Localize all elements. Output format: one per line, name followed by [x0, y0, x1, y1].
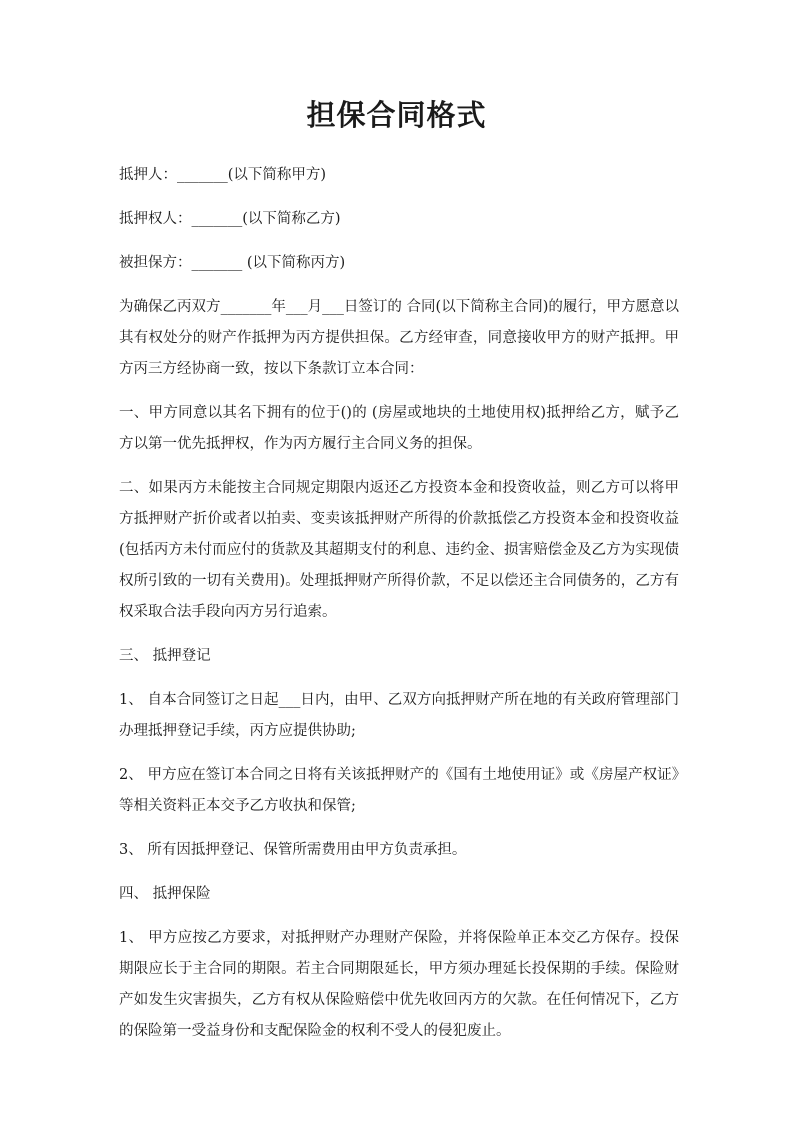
section-heading-registration: 三、 抵押登记: [119, 648, 211, 664]
pledgee-line: 抵押权人：_______(以下简称乙方): [119, 211, 341, 227]
clause-1: 一、甲方同意以其名下拥有的位于()的 (房屋或地块的土地使用权)抵押给乙方，赋予乙方以第一优先抵押权，作为丙方履行主合同义务的担保。: [119, 405, 679, 452]
clause-2: 二、如果丙方未能按主合同规定期限内返还乙方投资本金和投资收益，则乙方可以将甲方抵押财产折价或者以拍卖、变卖该抵押财产所得的价款抵偿乙方投资本金和投资收益(包括丙方未付而应付的货款及其超期支付的利息、违约金、损害赔偿金及乙方为实现债权所引致的一切有关费用)。处理抵押财产所得价款，不足以偿还主合同债务的，乙方有权采取合法手段向丙方另行追索。: [119, 480, 679, 620]
document-title: 担保合同格式: [306, 98, 487, 132]
pledgor-line: 抵押人：_______(以下简称甲方): [119, 167, 327, 183]
registration-item-2: 2、 甲方应在签订本合同之日将有关该抵押财产的《国有土地使用证》或《房屋产权证》等相关资料正本交予乙方收执和保管;: [119, 767, 679, 814]
section-heading-insurance: 四、 抵押保险: [119, 886, 211, 902]
registration-item-1: 1、 自本合同签订之日起___日内，由甲、乙双方向抵押财产所在地的有关政府管理部门办理抵押登记手续，丙方应提供协助;: [119, 692, 679, 739]
guaranteed-party-line: 被担保方：_______ (以下简称丙方): [119, 255, 346, 271]
document-body: [119, 160, 679, 1060]
registration-item-3: 3、 所有因抵押登记、保管所需费用由甲方负责承担。: [119, 842, 467, 858]
preamble-paragraph: 为确保乙丙双方_______年___月___日签订的 合同(以下简称主合同)的履行，甲方愿意以其有权处分的财产作抵押为丙方提供担保。乙方经审查，同意接收甲方的财产抵押。甲方丙三方经协商一致，按以下条款订立本合同：: [119, 299, 679, 377]
insurance-item-1: 1、 甲方应按乙方要求，对抵押财产办理财产保险，并将保险单正本交乙方保存。投保期限应长于主合同的期限。若主合同期限延长，甲方须办理延长投保期的手续。保险财产如发生灾害损失，乙方有权从保险赔偿中优先收回丙方的欠款。在任何情况下，乙方的保险第一受益身份和支配保险金的权利不受人的侵犯废止。: [119, 930, 679, 1039]
